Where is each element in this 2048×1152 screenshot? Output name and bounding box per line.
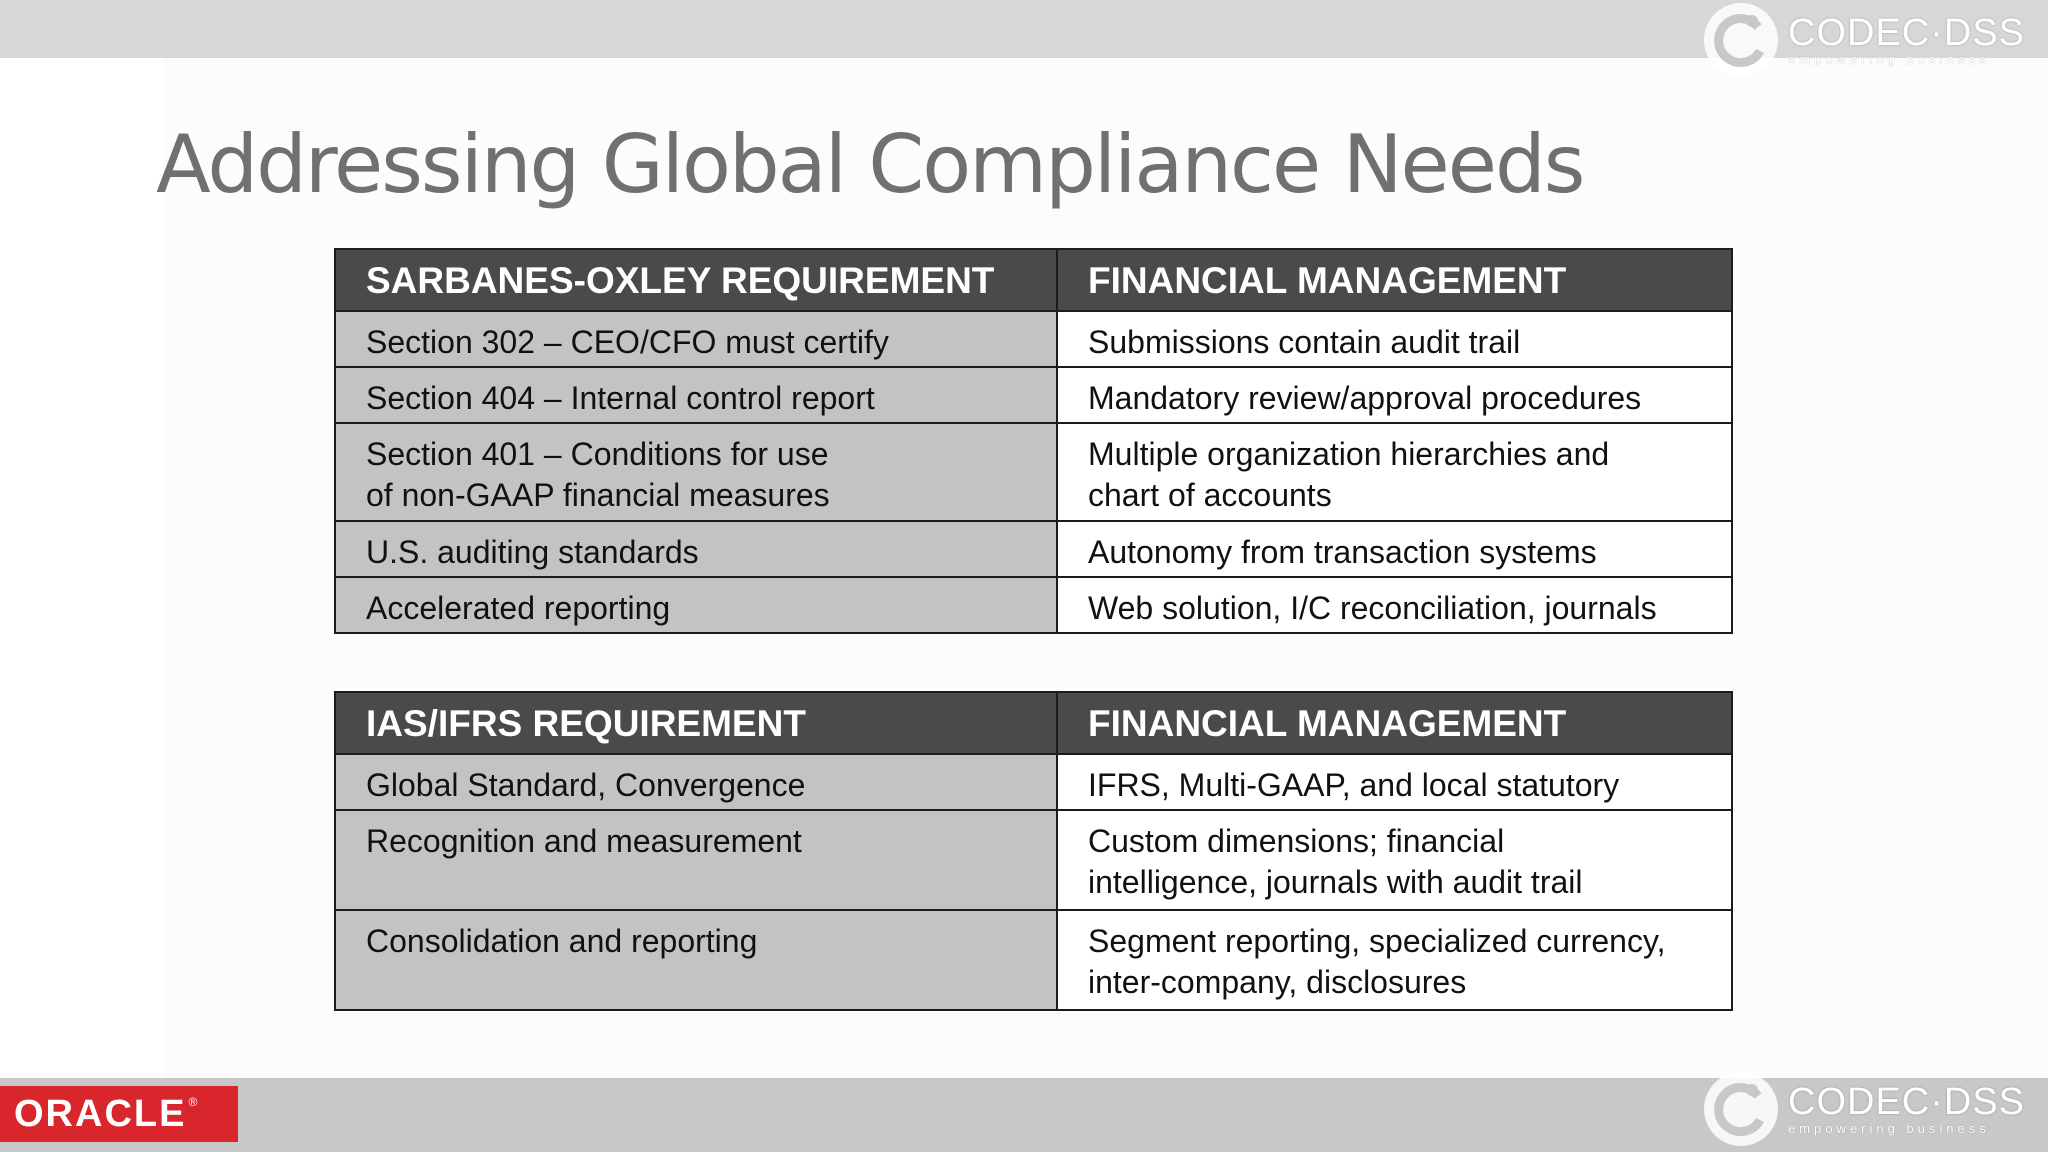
codec-logo-top (1700, 0, 2025, 80)
table-row (335, 577, 1732, 633)
codec-swirl-icon (1700, 0, 1782, 81)
codec-brand-name: CODEC·DSS (1788, 1081, 2026, 1123)
table-row (335, 910, 1732, 1010)
requirement-cell: Recognition and measurement (335, 810, 1057, 910)
codec-tagline: empowering business (1788, 1121, 1990, 1136)
column-header: SARBANES-OXLEY REQUIREMENT (335, 249, 1057, 311)
registered-mark: ® (188, 1095, 198, 1109)
page-title: Addressing Global Compliance Needs (156, 118, 1584, 211)
requirement-cell: Accelerated reporting (335, 577, 1057, 633)
codec-logo-bottom (1700, 1066, 2025, 1152)
column-header: FINANCIAL MANAGEMENT (1057, 692, 1732, 754)
table-header-row (335, 692, 1732, 754)
solution-cell: Segment reporting, specialized currency, inter-company, disclosures (1057, 910, 1732, 1010)
table-row (335, 367, 1732, 423)
solution-cell: Autonomy from transaction systems (1057, 521, 1732, 577)
table-row (335, 311, 1732, 367)
ifrs-requirements-table (334, 691, 1733, 1011)
table-header-row (335, 249, 1732, 311)
solution-cell: Web solution, I/C reconciliation, journals (1057, 577, 1732, 633)
column-header: IAS/IFRS REQUIREMENT (335, 692, 1057, 754)
solution-cell: Mandatory review/approval procedures (1057, 367, 1732, 423)
oracle-brand-name: ORACLE (14, 1092, 187, 1135)
solution-cell: Multiple organization hierarchies and chart of accounts (1057, 423, 1732, 521)
codec-brand-name: CODEC·DSS (1788, 12, 2026, 54)
table-row (335, 754, 1732, 810)
requirement-cell: Section 401 – Conditions for use of non-GAAP financial measures (335, 423, 1057, 521)
table-row (335, 810, 1732, 910)
codec-tagline: empowering business (1788, 52, 1990, 67)
codec-swirl-icon (1700, 1068, 1782, 1150)
oracle-logo (0, 1086, 238, 1142)
solution-cell: Custom dimensions; financial intelligence, journals with audit trail (1057, 810, 1732, 910)
requirement-cell: U.S. auditing standards (335, 521, 1057, 577)
table-row (335, 423, 1732, 521)
requirement-cell: Global Standard, Convergence (335, 754, 1057, 810)
requirement-cell: Consolidation and reporting (335, 910, 1057, 1010)
requirement-cell: Section 404 – Internal control report (335, 367, 1057, 423)
column-header: FINANCIAL MANAGEMENT (1057, 249, 1732, 311)
table-row (335, 521, 1732, 577)
requirement-cell: Section 302 – CEO/CFO must certify (335, 311, 1057, 367)
solution-cell: Submissions contain audit trail (1057, 311, 1732, 367)
solution-cell: IFRS, Multi-GAAP, and local statutory (1057, 754, 1732, 810)
sox-requirements-table (334, 248, 1733, 634)
